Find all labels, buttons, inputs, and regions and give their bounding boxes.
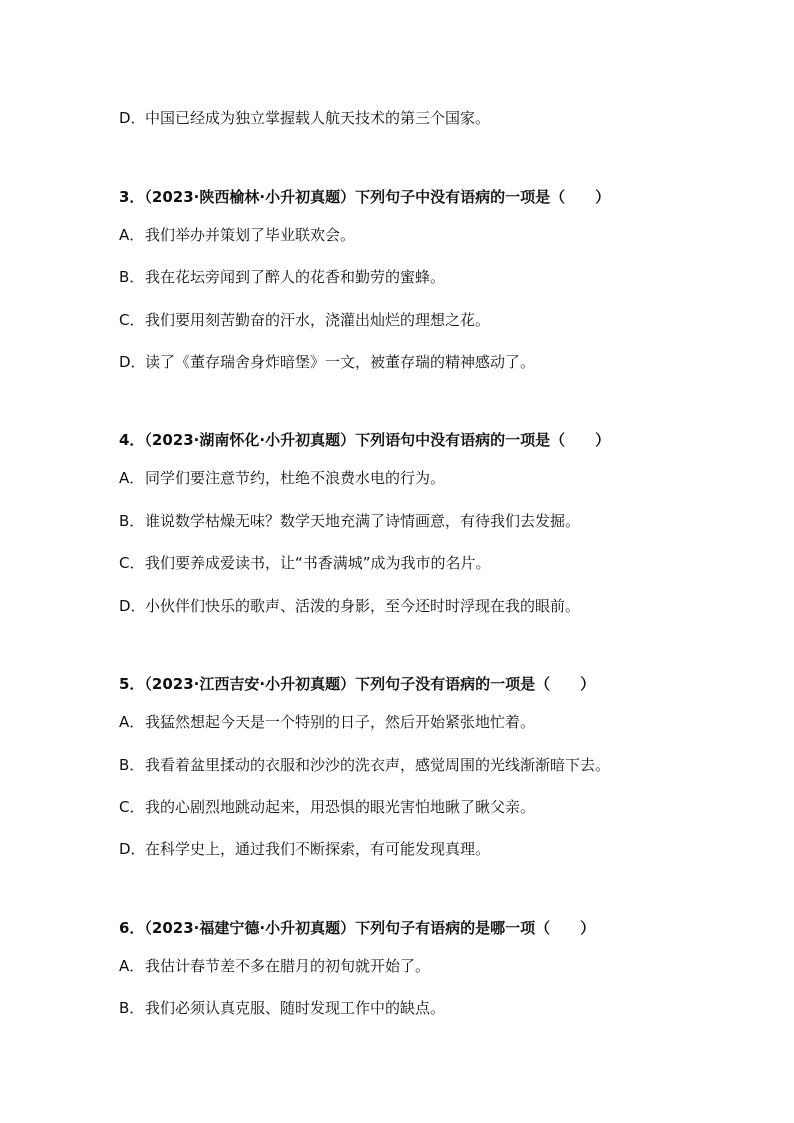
option-letter: D．	[119, 597, 146, 615]
question-5-title: 5．（2023·江西吉安·小升初真题）下列句子没有语病的一项是（ ）	[119, 675, 596, 693]
option-text: 我看着盆里揉动的衣服和沙沙的洗衣声，感觉周围的光线渐渐暗下去。	[145, 756, 611, 774]
option-letter: A．	[119, 226, 145, 244]
option-b	[119, 267, 445, 287]
option-text: 我猛然想起今天是一个特别的日子，然后开始紧张地忙着。	[145, 713, 536, 731]
option-text: 我在花坛旁闻到了醉人的花香和勤劳的蜜蜂。	[145, 268, 446, 286]
option-text: 我们必须认真克服、随时发现工作中的缺点。	[145, 999, 446, 1017]
option-b	[119, 511, 580, 531]
option-b	[119, 998, 445, 1018]
option-c	[119, 310, 490, 330]
option-letter: D．	[119, 109, 146, 127]
option-a	[119, 956, 430, 976]
option-text: 在科学史上，通过我们不断探索，有可能发现真理。	[145, 840, 491, 858]
option-b	[119, 755, 610, 775]
option-text: 我们举办并策划了毕业联欢会。	[145, 226, 356, 244]
option-text: 小伙伴们快乐的歌声、活泼的身影，至今还时时浮现在我的眼前。	[145, 597, 581, 615]
option-text: 中国已经成为独立掌握载人航天技术的第三个国家。	[145, 109, 491, 127]
option-a	[119, 468, 445, 488]
option-letter: C．	[119, 798, 145, 816]
option-letter: A．	[119, 469, 145, 487]
option-letter: B．	[119, 756, 145, 774]
option-letter: A．	[119, 713, 145, 731]
option-d	[119, 108, 490, 128]
option-text: 谁说数学枯燥无味？数学天地充满了诗情画意，有待我们去发掘。	[145, 512, 581, 530]
option-d	[119, 839, 490, 859]
option-d	[119, 596, 580, 616]
option-c	[119, 797, 535, 817]
option-letter: B．	[119, 512, 145, 530]
option-a	[119, 225, 355, 245]
question-6-title: 6．（2023·福建宁德·小升初真题）下列句子有语病的是哪一项（ ）	[119, 919, 596, 937]
option-letter: C．	[119, 311, 145, 329]
question-4-title: 4．（2023·湖南怀化·小升初真题）下列语句中没有语病的一项是（ ）	[119, 431, 611, 449]
option-text: 我估计春节差不多在腊月的初旬就开始了。	[145, 957, 431, 975]
option-letter: C．	[119, 554, 145, 572]
option-text: 同学们要注意节约，杜绝不浪费水电的行为。	[145, 469, 446, 487]
option-c	[119, 553, 491, 573]
option-text: 我的心剧烈地跳动起来，用恐惧的眼光害怕地瞅了瞅父亲。	[145, 798, 536, 816]
option-text: 读了《董存瑞舍身炸暗堡》一文，被董存瑞的精神感动了。	[145, 353, 536, 371]
option-letter: B．	[119, 268, 145, 286]
option-letter: D．	[119, 353, 146, 371]
option-letter: B．	[119, 999, 145, 1017]
question-3-title: 3．（2023·陕西榆林·小升初真题）下列句子中没有语病的一项是（ ）	[119, 188, 611, 206]
option-a	[119, 712, 535, 732]
option-text: 我们要用刻苦勤奋的汗水，浇灌出灿烂的理想之花。	[145, 311, 491, 329]
option-text: 我们要养成爱读书，让“书香满城”成为我市的名片。	[145, 554, 491, 572]
option-letter: D．	[119, 840, 146, 858]
option-letter: A．	[119, 957, 145, 975]
option-d	[119, 352, 535, 372]
